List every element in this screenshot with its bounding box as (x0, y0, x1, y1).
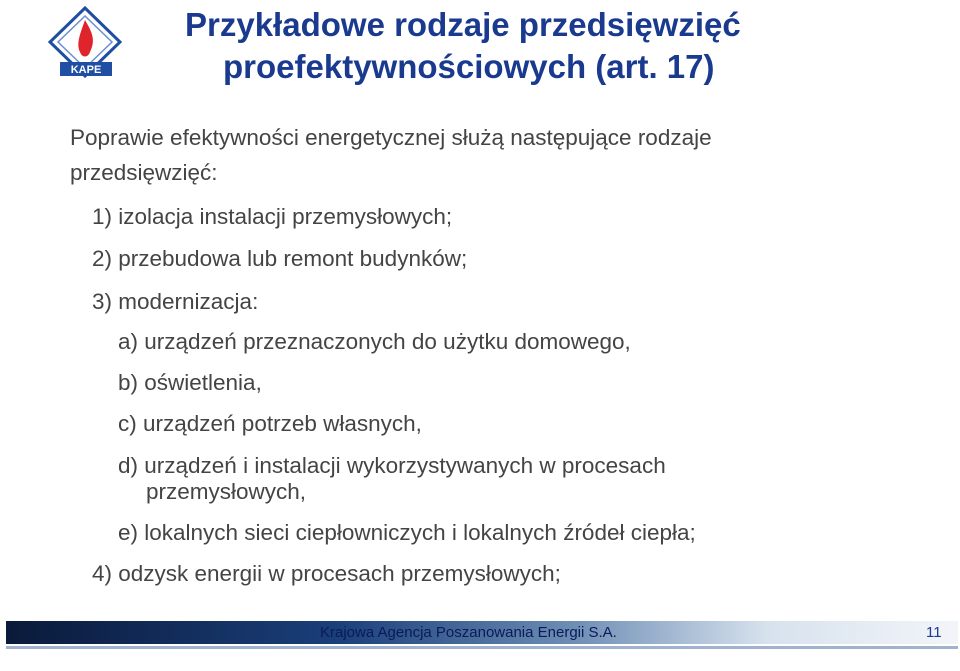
footer-organization: Krajowa Agencja Poszanowania Energii S.A. (320, 624, 617, 641)
list-item-4: 4) odzysk energii w procesach przemysłowych; (92, 561, 561, 586)
sub-item-d-line-2: przemysłowych, (146, 479, 307, 504)
title-line-1: Przykładowe rodzaje przedsięwzięć (185, 6, 741, 43)
sub-item-c: c) urządzeń potrzeb własnych, (118, 411, 422, 436)
list-item-3: 3) modernizacja: (92, 289, 259, 314)
list-item-2: 2) przebudowa lub remont budynków; (92, 246, 468, 271)
list-item-1: 1) izolacja instalacji przemysłowych; (92, 204, 453, 229)
intro-line-2: przedsięwzięć: (70, 160, 218, 185)
kape-logo (40, 2, 130, 82)
intro-line-1: Poprawie efektywności energetycznej służą następujące rodzaje (70, 125, 712, 150)
footer-divider (6, 646, 958, 649)
sub-item-a: a) urządzeń przeznaczonych do użytku domowego, (118, 329, 631, 354)
page-title (185, 4, 945, 88)
logo-text: KAPE (70, 64, 102, 76)
page-number: 11 (926, 624, 942, 641)
title-line-2: proefektywnościowych (art. 17) (223, 48, 715, 85)
sub-item-e: e) lokalnych sieci ciepłowniczych i lokalnych źródeł ciepła; (118, 520, 696, 545)
sub-item-d-line-1: d) urządzeń i instalacji wykorzystywanych w procesach (118, 453, 666, 478)
sub-item-b: b) oświetlenia, (118, 370, 262, 395)
kape-logo-icon (40, 2, 130, 82)
